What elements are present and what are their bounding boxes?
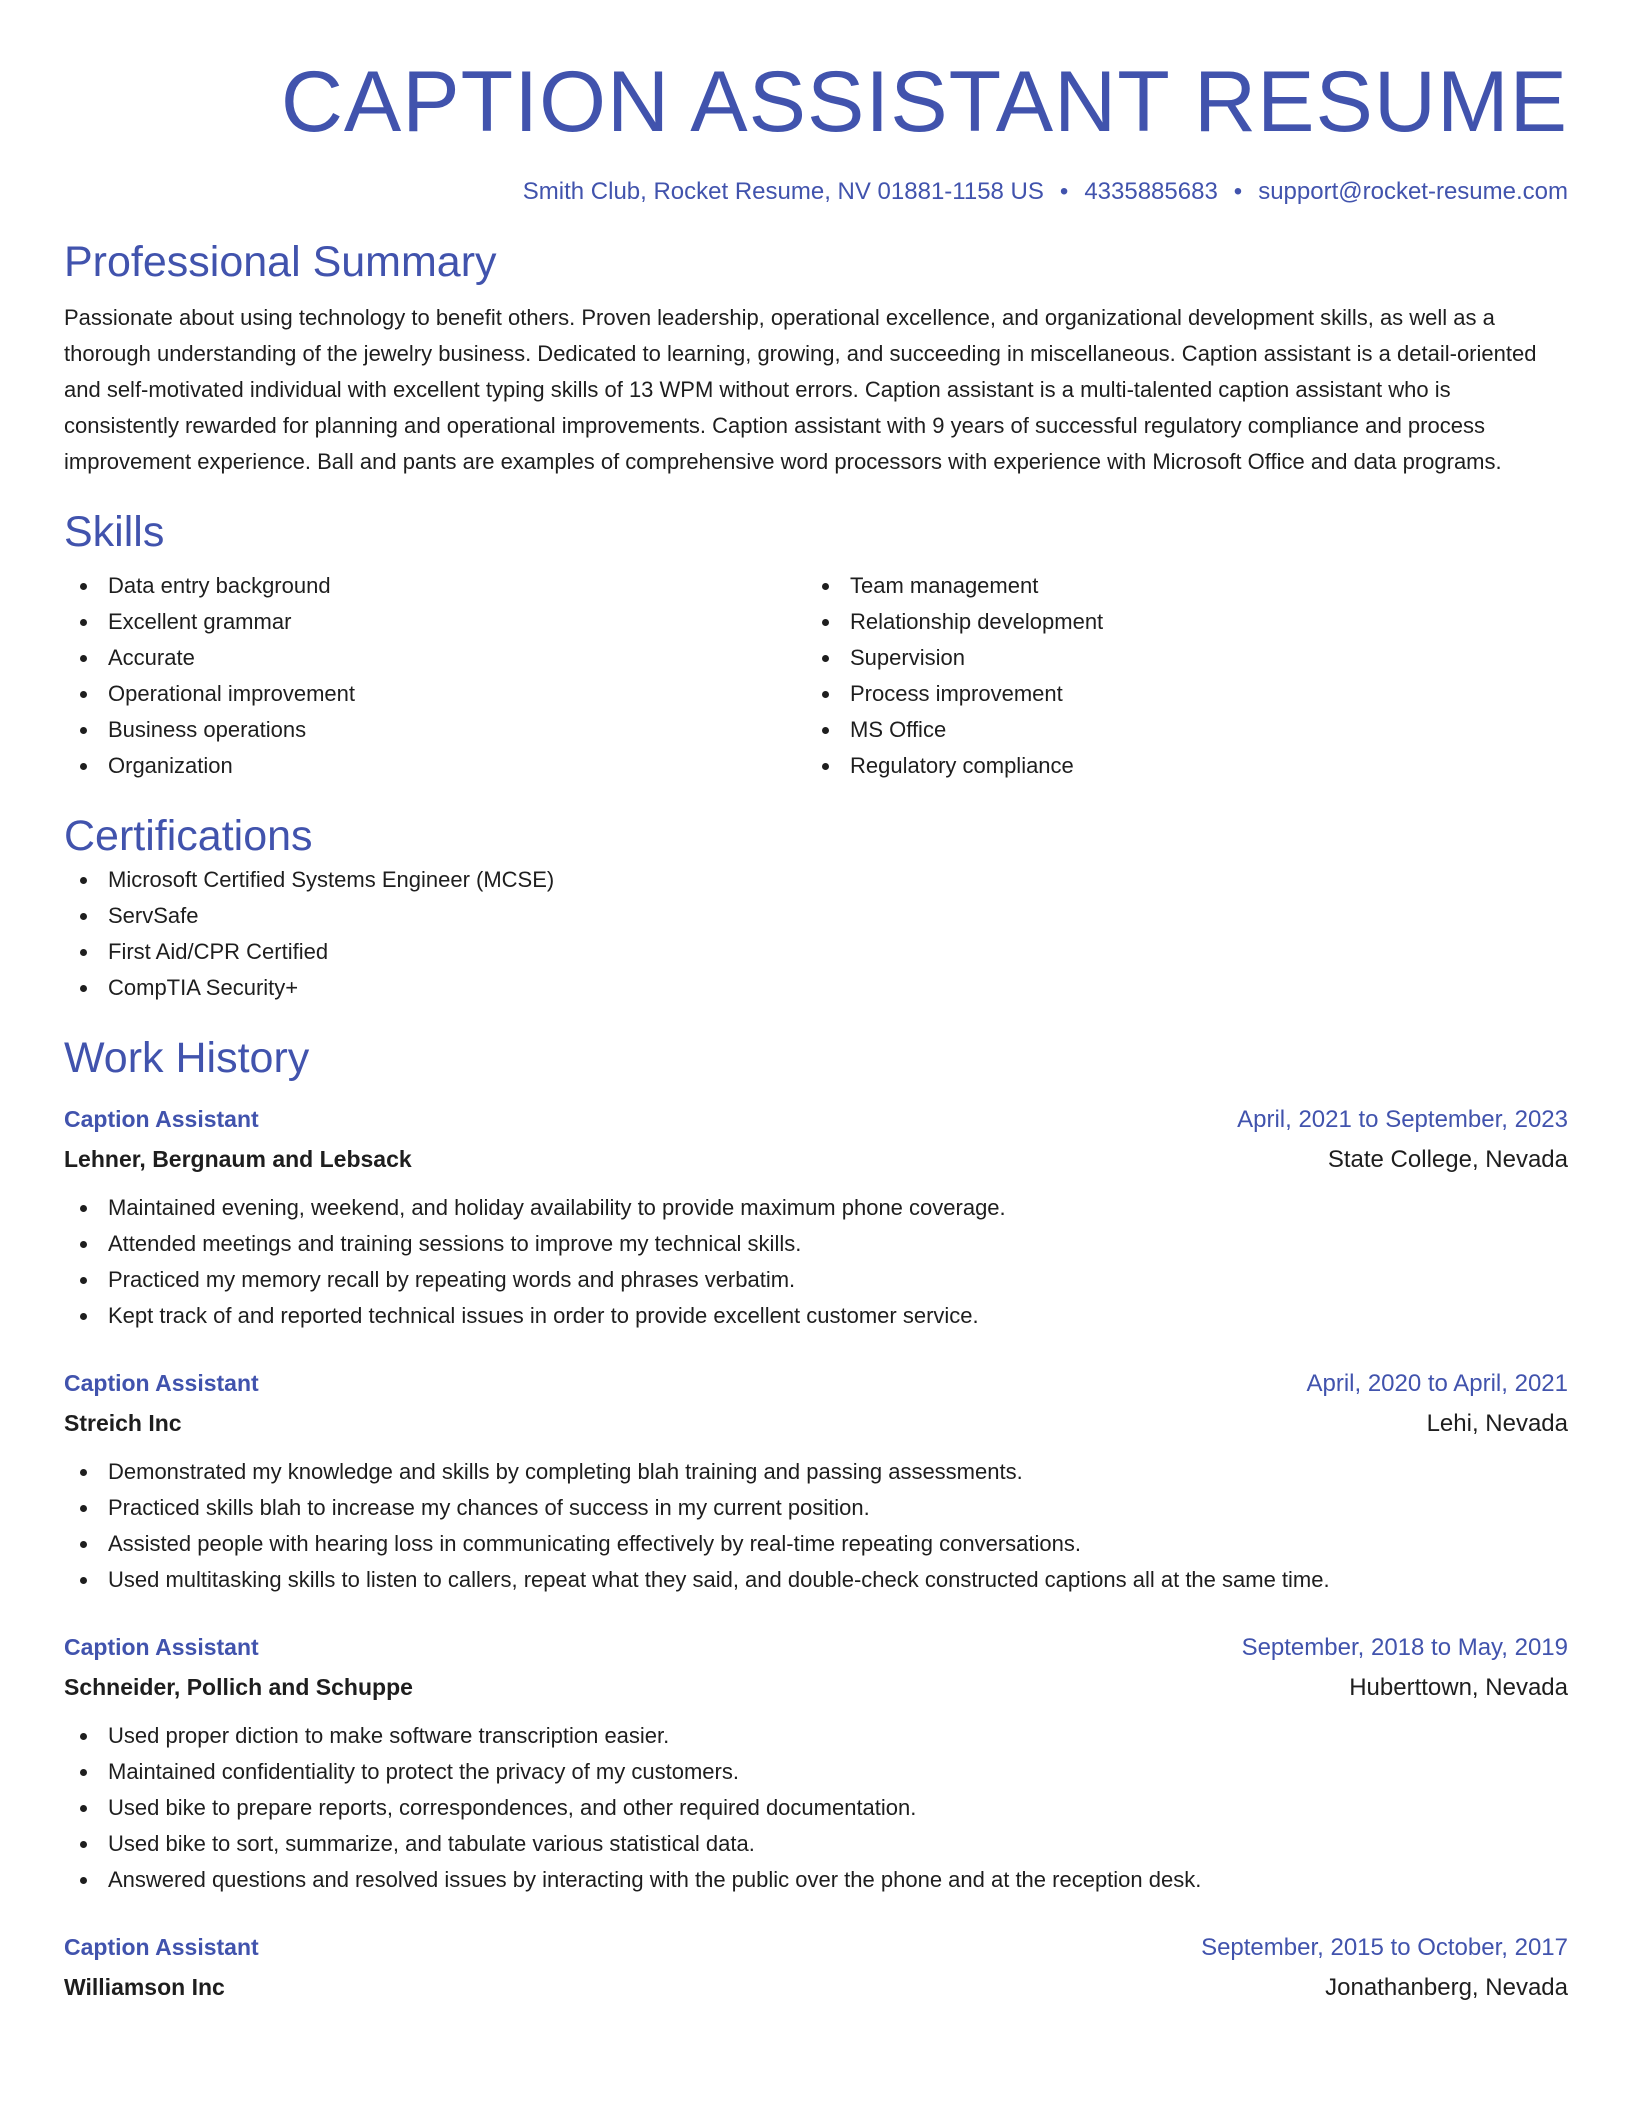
job-duty: Used proper diction to make software transcription easier. xyxy=(64,1718,1568,1754)
contact-email: support@rocket-resume.com xyxy=(1258,178,1568,205)
skills-list-right xyxy=(806,568,1548,784)
skills-columns xyxy=(64,568,1568,784)
job-duty: Maintained confidentiality to protect the privacy of my customers. xyxy=(64,1754,1568,1790)
job-duty: Practiced my memory recall by repeating words and phrases verbatim. xyxy=(64,1262,1568,1298)
job-entry xyxy=(64,1364,1568,1598)
job-duties xyxy=(64,1190,1568,1334)
contact-phone: 4335885683 xyxy=(1084,178,1218,205)
job-duties xyxy=(64,1718,1568,1898)
skill-item: Business operations xyxy=(64,712,806,748)
job-duty: Kept track of and reported technical issues in order to provide excellent customer service. xyxy=(64,1298,1568,1334)
job-dates: April, 2020 to April, 2021 xyxy=(1306,1370,1568,1397)
skill-item: Data entry background xyxy=(64,568,806,604)
resume-title: CAPTION ASSISTANT RESUME xyxy=(280,54,1568,150)
job-entry xyxy=(64,1628,1568,1898)
job-title: Caption Assistant xyxy=(64,1370,259,1396)
certifications-heading: Certifications xyxy=(64,812,313,860)
certification-item: CompTIA Security+ xyxy=(64,970,1568,1006)
job-company: Streich Inc xyxy=(64,1410,182,1436)
job-title: Caption Assistant xyxy=(64,1106,259,1132)
skill-item: Relationship development xyxy=(806,604,1548,640)
job-dates: April, 2021 to September, 2023 xyxy=(1237,1106,1568,1133)
job-entry xyxy=(64,1928,1568,2008)
skill-item: Supervision xyxy=(806,640,1548,676)
job-location: Lehi, Nevada xyxy=(1426,1410,1568,1437)
summary-heading: Professional Summary xyxy=(64,238,497,286)
certification-item: Microsoft Certified Systems Engineer (MCSE) xyxy=(64,862,1568,898)
skill-item: Organization xyxy=(64,748,806,784)
certification-item: First Aid/CPR Certified xyxy=(64,934,1568,970)
job-duty: Demonstrated my knowledge and skills by completing blah training and passing assessments. xyxy=(64,1454,1568,1490)
job-duty: Practiced skills blah to increase my chances of success in my current position. xyxy=(64,1490,1568,1526)
job-duty: Attended meetings and training sessions to improve my technical skills. xyxy=(64,1226,1568,1262)
contact-line xyxy=(64,176,1568,208)
skill-item: Accurate xyxy=(64,640,806,676)
skills-heading: Skills xyxy=(64,508,165,556)
job-location: Jonathanberg, Nevada xyxy=(1325,1974,1568,2001)
job-company: Williamson Inc xyxy=(64,1974,225,2000)
certification-item: ServSafe xyxy=(64,898,1568,934)
job-entry xyxy=(64,1100,1568,1334)
skill-item: MS Office xyxy=(806,712,1548,748)
resume-page xyxy=(64,0,1568,2008)
job-title: Caption Assistant xyxy=(64,1934,259,1960)
skill-item: Team management xyxy=(806,568,1548,604)
job-duty: Used bike to sort, summarize, and tabulate various statistical data. xyxy=(64,1826,1568,1862)
job-company: Schneider, Pollich and Schuppe xyxy=(64,1674,413,1700)
job-dates: September, 2018 to May, 2019 xyxy=(1241,1634,1568,1661)
job-title: Caption Assistant xyxy=(64,1634,259,1660)
job-duty: Used bike to prepare reports, correspondences, and other required documentation. xyxy=(64,1790,1568,1826)
job-duty: Assisted people with hearing loss in communicating effectively by real-time repeating conversations. xyxy=(64,1526,1568,1562)
work-history-heading: Work History xyxy=(64,1034,310,1082)
job-location: State College, Nevada xyxy=(1327,1146,1568,1173)
contact-separator: • xyxy=(1059,178,1069,205)
job-dates: September, 2015 to October, 2017 xyxy=(1201,1934,1568,1961)
skill-item: Excellent grammar xyxy=(64,604,806,640)
skill-item: Process improvement xyxy=(806,676,1548,712)
job-duty: Answered questions and resolved issues by interacting with the public over the phone and at the reception desk. xyxy=(64,1862,1568,1898)
skill-item: Operational improvement xyxy=(64,676,806,712)
skills-list-left xyxy=(64,568,806,784)
job-duty: Used multitasking skills to listen to callers, repeat what they said, and double-check constructed captions all at the same time. xyxy=(64,1562,1568,1598)
job-location: Huberttown, Nevada xyxy=(1349,1674,1568,1701)
summary-text: Passionate about using technology to benefit others. Proven leadership, operational excellence, and organizational development skills, as well as a thorough understanding of the jewelry business. Dedicated to learning, growing, and succeeding in miscellaneous. Caption assistant is a detail-oriented and self-motivated individual with excellent typing skills of 13 WPM without errors. Caption assistant is a multi-talented caption assistant who is consistently rewarded for planning and operational improvements. Caption assistant with 9 years of successful regulatory compliance and process improvement experience. Ball and pants are examples of comprehensive word processors with experience with Microsoft Office and data programs. xyxy=(64,305,1537,474)
contact-separator: • xyxy=(1233,178,1243,205)
job-duty: Maintained evening, weekend, and holiday availability to provide maximum phone coverage. xyxy=(64,1190,1568,1226)
skill-item: Regulatory compliance xyxy=(806,748,1548,784)
job-duties xyxy=(64,1454,1568,1598)
certifications-list xyxy=(64,862,1568,1006)
contact-address: Smith Club, Rocket Resume, NV 01881-1158 US xyxy=(522,178,1044,205)
job-company: Lehner, Bergnaum and Lebsack xyxy=(64,1146,412,1172)
